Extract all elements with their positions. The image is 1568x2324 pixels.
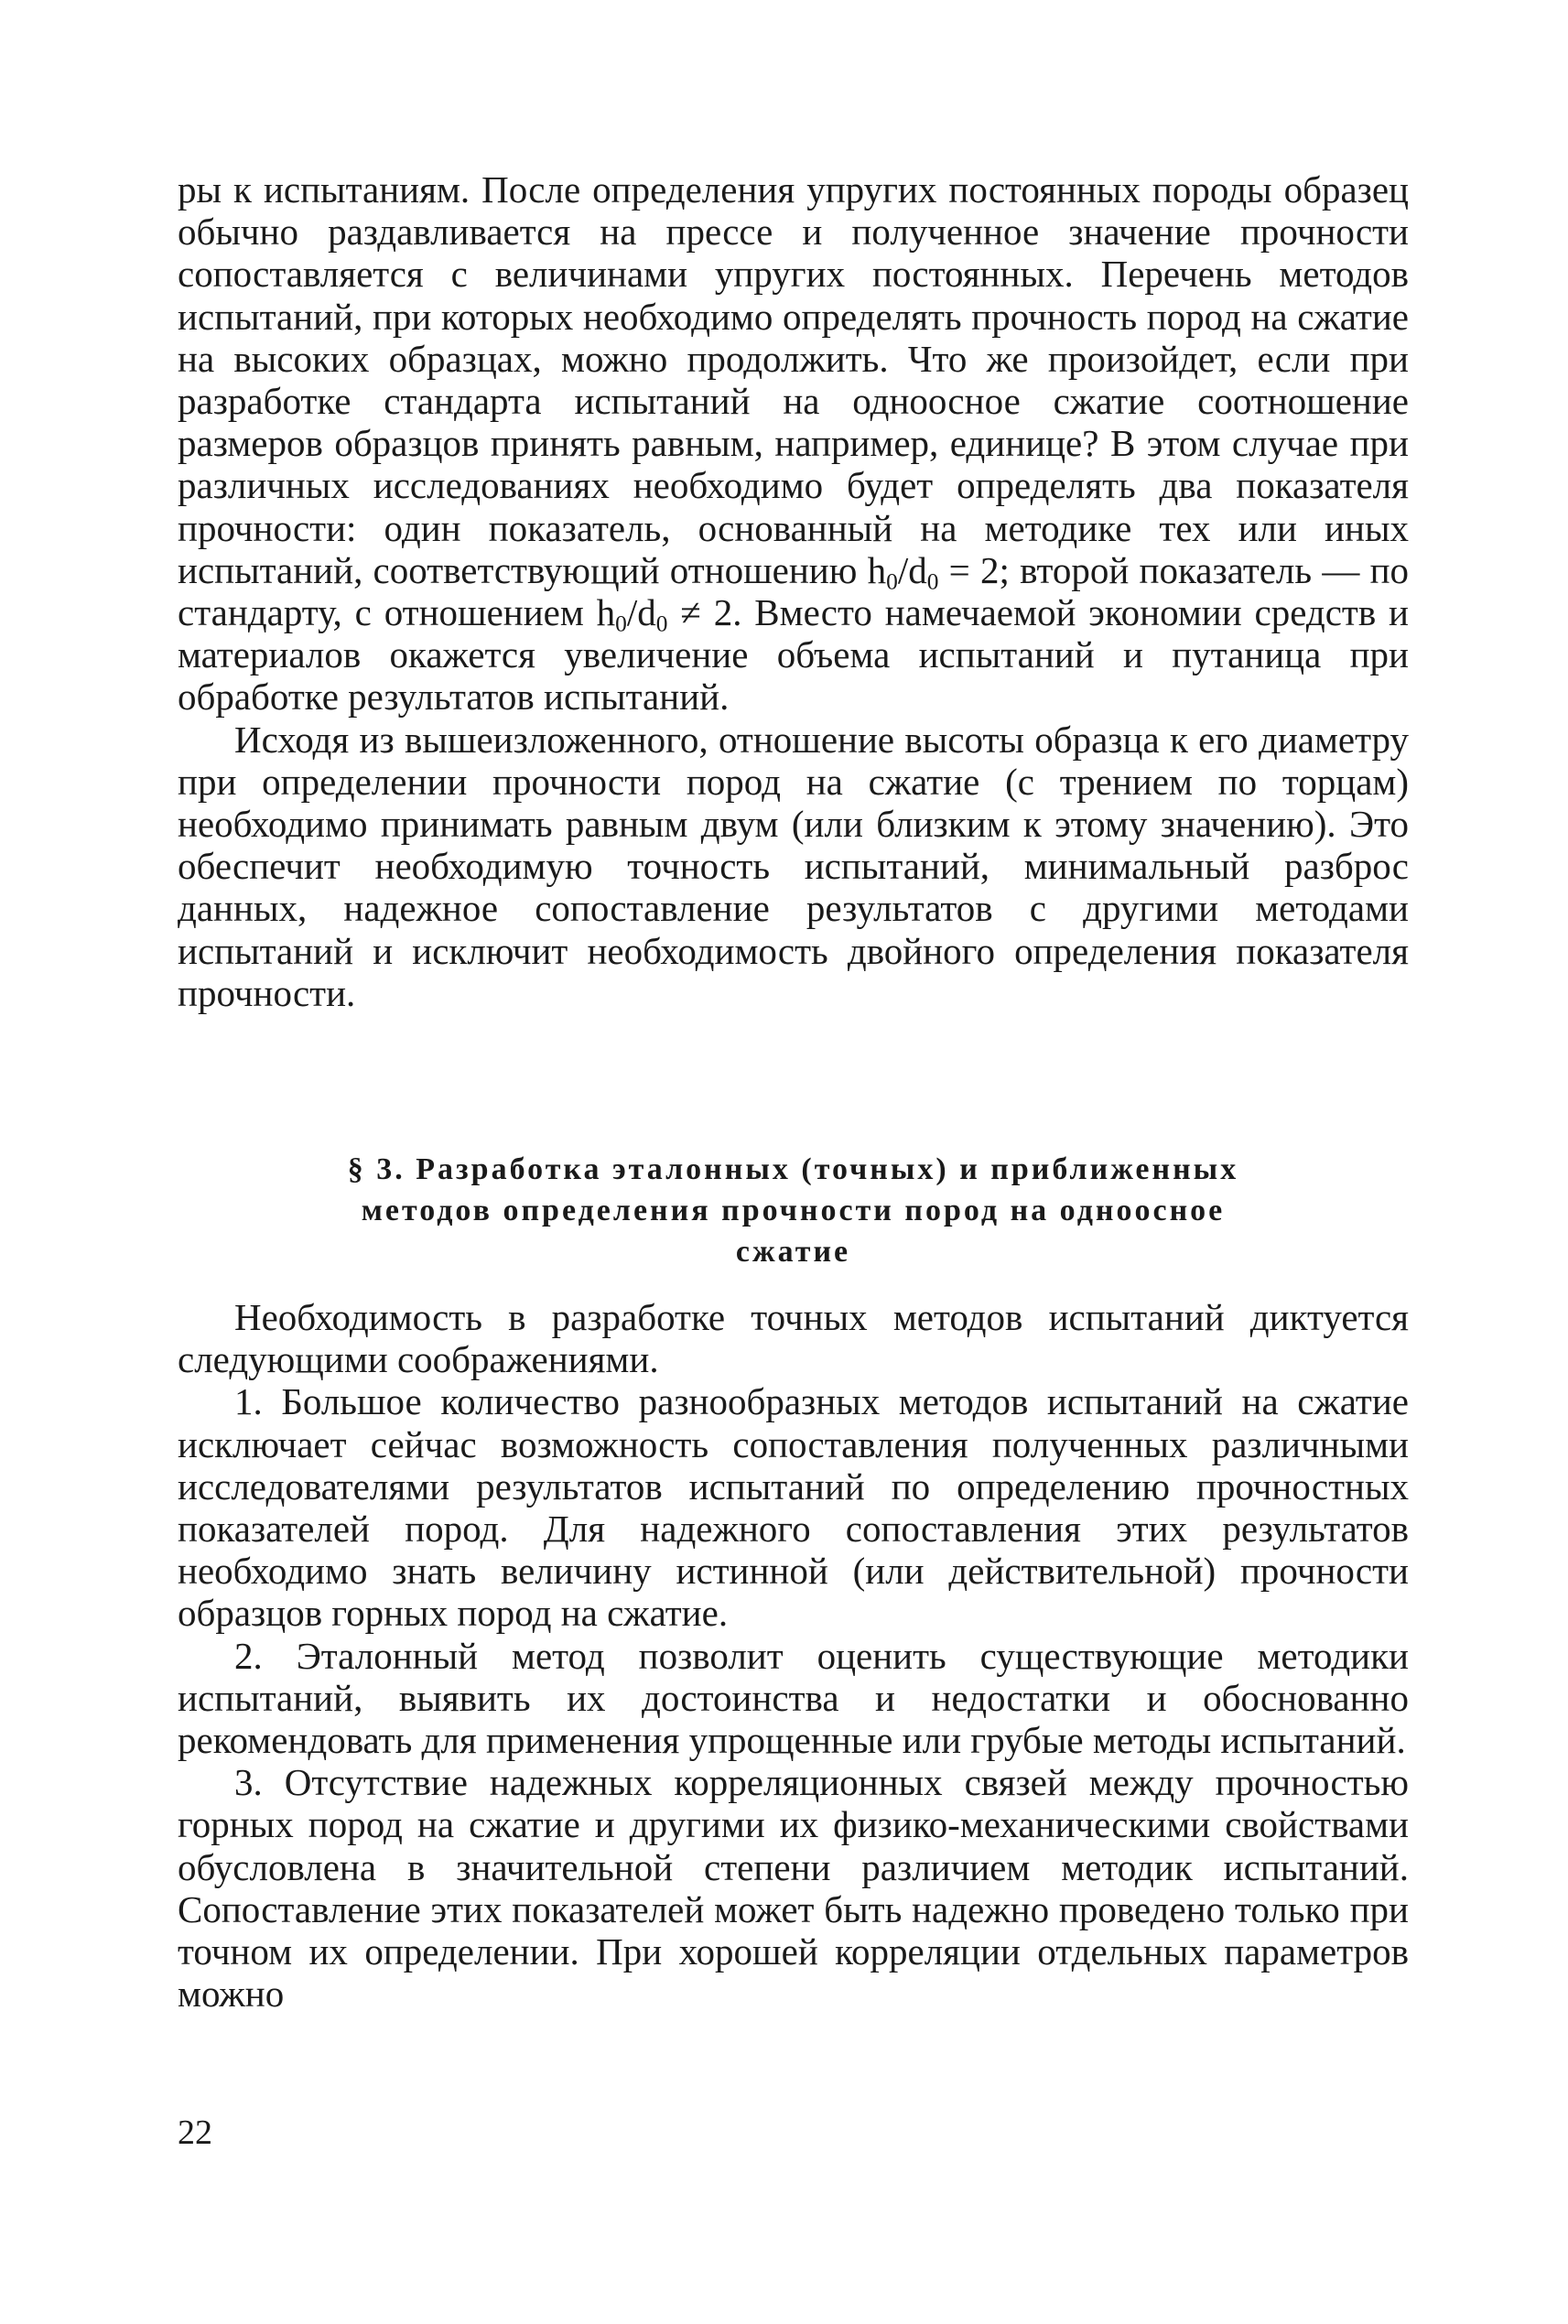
ratio-formula: $h_0/d_0$ (596, 591, 668, 637)
paragraph-continued (178, 168, 1409, 719)
section-heading-line: сжатие (735, 1235, 851, 1269)
text-block-bottom (178, 1296, 1409, 2015)
paragraph: Исходя из вышеизложенного, отношение высоты образца к его диаметру при определении прочности пород на сжатие (с трением по торцам) необходимо принимать равным двум (или близким к этому значению). Это обеспечит необходимую точность испытаний, минимальный разброс данных, надежное сопоставление результатов с другими методами испытаний и исключит необходимость двойного определения показателя прочности. (178, 718, 1409, 1014)
section-heading-line: методов определения прочности пород на одноосное (361, 1194, 1226, 1227)
section-heading-line: § 3. Разработка эталонных (точных) и приближенных (347, 1152, 1239, 1186)
section-heading (178, 1149, 1409, 1272)
page-number: 22 (178, 2113, 212, 2152)
text-segment: = 2; второй показатель — по стандарту, с отношением (178, 548, 1410, 634)
list-item: 1. Большое количество разнообразных методов испытаний на сжатие исключает сейчас возможность сопоставления полученных различными исследователями результатов испытаний по определению прочностных показателей пород. Для надежного сопоставления этих результатов необходимо знать величину истинной (или действительной) прочности образцов горных пород на сжатие. (178, 1380, 1409, 1635)
paragraph: Необходимость в разработке точных методов испытаний диктуется следующими соображениями. (178, 1296, 1409, 1381)
ratio-formula: $h_0/d_0$ (867, 548, 939, 595)
list-item: 2. Эталонный метод позволит оценить существующие методики испытаний, выявить их достоинства и недостатки и обоснованно рекомендовать для применения упрощенные или грубые методы испытаний. (178, 1634, 1409, 1762)
text-block-top (178, 168, 1409, 1014)
text-segment: ≠ 2. Вместо намечаемой экономии средств и материалов окажется увеличение объема испытаний и путаница при обработке результатов испытаний. (178, 591, 1410, 719)
text-segment: ры к испытаниям. После определения упругих постоянных породы образец обычно раздавливается на прессе и полученное значение прочности сопоставляется с величинами упругих постоянных. Перечень методов испытаний, при которых необходимо определять прочность пород на сжатие на высоких образцах, можно продолжить. Что же произойдет, если при разработке стандарта испытаний на одноосное сжатие соотношение размеров образцов принять равным, например, единице? В этом случае при различных исследованиях необходимо будет определять два показателя прочности: один показатель, основанный на методике тех или иных испытаний, соответствующий отношению (178, 168, 1409, 591)
list-item: 3. Отсутствие надежных корреляционных связей между прочностью горных пород на сжатие и другими их физико-механическими свойствами обусловлена в значительной степени различием методик испытаний. Сопоставление этих показателей может быть надежно проведено только при точном их определении. При хорошей корреляции отдельных параметров можно (178, 1761, 1409, 2016)
